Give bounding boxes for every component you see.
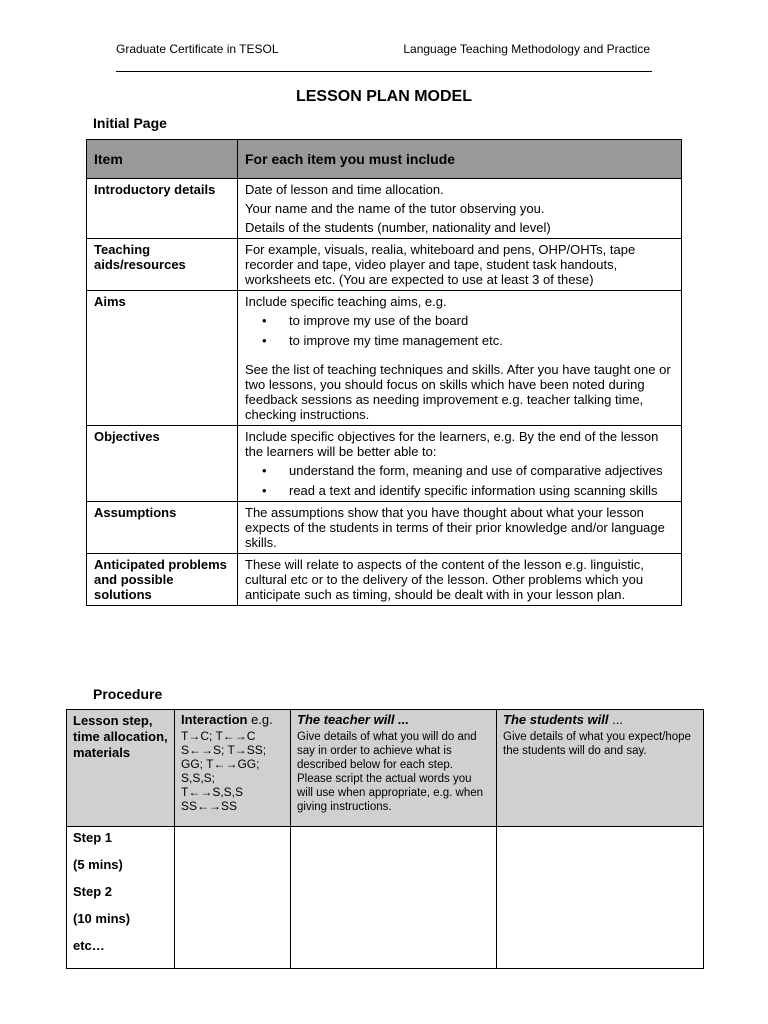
table-row <box>87 179 682 239</box>
step-label: etc… <box>73 938 105 953</box>
col-lesson-step-header: Lesson step, time allocation, materials <box>67 710 175 827</box>
row-label: Introductory details <box>87 179 238 239</box>
procedure-table <box>66 709 704 969</box>
students-title: The students will <box>503 712 609 727</box>
col-item-header: Item <box>87 140 238 179</box>
col-include-header: For each item you must include <box>238 140 682 179</box>
row-label: Objectives <box>87 426 238 502</box>
teacher-cell <box>291 827 497 969</box>
table-row <box>87 291 682 426</box>
interaction-line: S,S,S; <box>181 771 216 785</box>
row-content <box>238 291 682 426</box>
col-students-header <box>497 710 704 827</box>
teacher-title: The teacher will ... <box>297 712 409 727</box>
intro-line: Your name and the name of the tutor observing you. <box>245 201 545 216</box>
row-label: Anticipated problems and possible solutions <box>87 554 238 606</box>
interaction-line: T→C; T←→C <box>181 729 256 743</box>
header-rule <box>116 71 652 72</box>
initial-page-heading: Initial Page <box>93 115 167 131</box>
row-label: Assumptions <box>87 502 238 554</box>
table-header-row <box>87 140 682 179</box>
header-module: Language Teaching Methodology and Practice <box>403 42 650 56</box>
aims-after: See the list of teaching techniques and skills. After you have taught one or two lessons, you should focus on skills which have been noted during feedback sessions as needing improvement e.g. teacher talking time, checking instructions. <box>245 362 671 422</box>
procedure-header-row <box>67 710 704 827</box>
interaction-line: T←→S,S,S <box>181 785 244 799</box>
students-title-ellipsis: ... <box>608 712 623 727</box>
table-row <box>87 239 682 291</box>
row-content: The assumptions show that you have thought about what your lesson expects of the students in terms of their prior knowledge and/or language skills. <box>238 502 682 554</box>
interaction-label: Interaction <box>181 712 248 727</box>
row-label: Aims <box>87 291 238 426</box>
step-label: (10 mins) <box>73 911 131 926</box>
row-label: Teaching aids/resources <box>87 239 238 291</box>
procedure-body-row <box>67 827 704 969</box>
steps-cell <box>67 827 175 969</box>
interaction-line: GG; T←→GG; <box>181 757 260 771</box>
interaction-line: SS←→SS <box>181 799 238 813</box>
intro-line: Date of lesson and time allocation. <box>245 182 444 197</box>
teacher-text: Give details of what you will do and say in order to achieve what is described below for each step. Please script the actual words you will use when appropriate, e.g. when giving instructions. <box>297 731 484 813</box>
interaction-eg: e.g. <box>247 712 273 727</box>
row-content <box>238 179 682 239</box>
table-row <box>87 554 682 606</box>
row-content: For example, visuals, realia, whiteboard and pens, OHP/OHTs, tape recorder and tape, video player and tape, student task handouts, worksheets etc. (You are expected to use at least 3 of these) <box>238 239 682 291</box>
page-title: LESSON PLAN MODEL <box>295 88 472 105</box>
col-interaction-header <box>175 710 291 827</box>
step-label: (5 mins) <box>73 857 123 872</box>
procedure-heading: Procedure <box>93 686 163 702</box>
students-cell <box>497 827 704 969</box>
header-course: Graduate Certificate in TESOL <box>116 42 279 56</box>
students-text: Give details of what you expect/hope the students will do and say. <box>503 731 691 757</box>
table-row <box>87 426 682 502</box>
intro-line: Details of the students (number, nationality and level) <box>245 220 551 235</box>
step-label: Step 1 <box>73 830 113 845</box>
step-label: Step 2 <box>73 884 113 899</box>
interaction-cell <box>175 827 291 969</box>
initial-page-table <box>86 139 682 606</box>
row-content: These will relate to aspects of the content of the lesson e.g. linguistic, cultural etc or to the delivery of the lesson. Other problems which you anticipate such as timing, should be dealt with in your lesson plan. <box>238 554 682 606</box>
bullet-item: • read a text and identify specific information using scanning skills <box>245 483 675 498</box>
bullet-item: • to improve my use of the board <box>245 313 675 328</box>
col-teacher-header <box>291 710 497 827</box>
aims-intro: Include specific teaching aims, e.g. <box>245 294 447 309</box>
interaction-line: S←→S; T→SS; <box>181 743 267 757</box>
bullet-item: • understand the form, meaning and use of comparative adjectives <box>245 463 675 478</box>
table-row <box>87 502 682 554</box>
row-content <box>238 426 682 502</box>
bullet-item: • to improve my time management etc. <box>245 333 675 348</box>
objectives-intro: Include specific objectives for the learners, e.g. By the end of the lesson the learners will be better able to: <box>245 429 659 459</box>
